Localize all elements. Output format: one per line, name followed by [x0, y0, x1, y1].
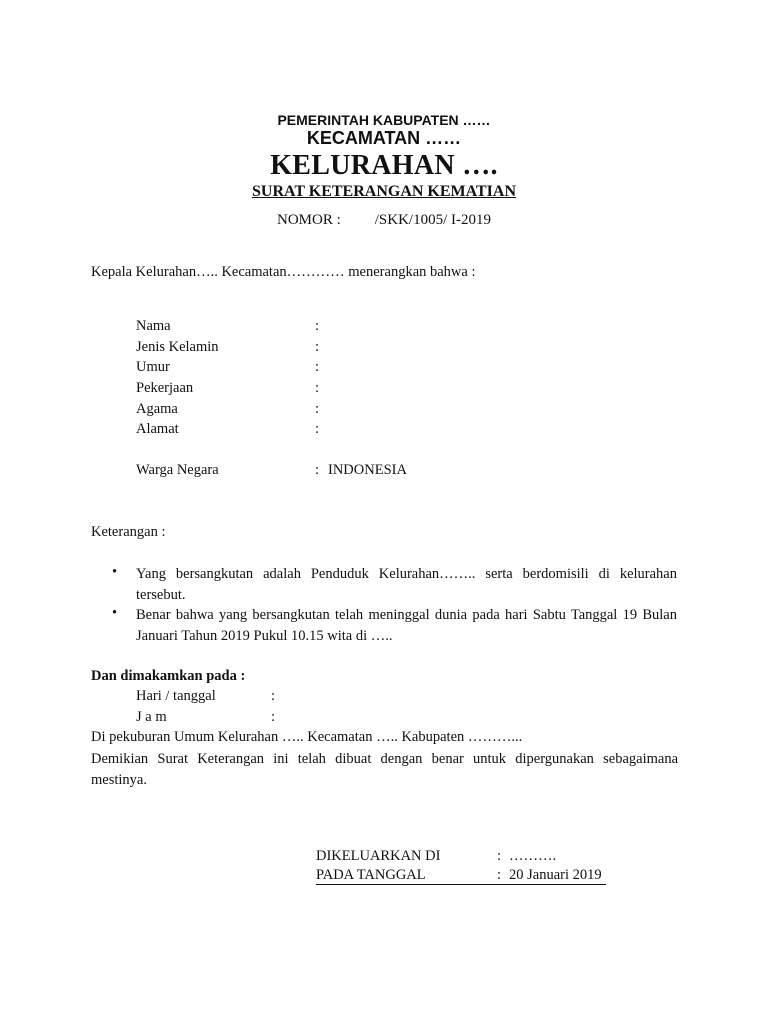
field-label-warga-negara: Warga Negara: [136, 462, 219, 478]
field-colon: :: [315, 421, 320, 437]
bullet-item-death-details: Benar bahwa yang bersangkutan telah meninggal dunia pada hari Sabtu Tanggal 19 Bulan Januari Tahun 2019 Pukul 10.15 wita di …..: [136, 607, 677, 644]
issued-date-colon: :: [497, 867, 502, 883]
issued-date-value: 20 Januari 2019: [509, 867, 602, 883]
document-title: SURAT KETERANGAN KEMATIAN: [251, 183, 517, 200]
field-label-umur: Umur: [136, 359, 170, 375]
field-label-agama: Agama: [136, 401, 178, 417]
document-number: [0, 212, 768, 229]
field-label-pekerjaan: Pekerjaan: [136, 380, 194, 396]
field-label-alamat: Alamat: [136, 421, 179, 437]
bullet-item-domicile: Yang bersangkutan adalah Penduduk Kelurahan…….. serta berdomisili di kelurahan tersebut.: [136, 566, 677, 603]
bullet-marker: •: [112, 605, 118, 621]
burial-heading: Dan dimakamkan pada :: [91, 668, 246, 684]
burial-colon: :: [271, 688, 276, 704]
issued-at-label: DIKELUARKAN DI: [316, 848, 441, 864]
header-line-kelurahan: KELURAHAN ….: [270, 150, 498, 181]
intro-statement: Kepala Kelurahan….. Kecamatan………… menerangkan bahwa :: [91, 264, 476, 280]
field-value-warga-negara: INDONESIA: [328, 462, 407, 478]
field-colon: :: [315, 359, 320, 375]
field-label-nama: Nama: [136, 318, 171, 334]
issued-at-colon: :: [497, 848, 502, 864]
field-label-jenis-kelamin: Jenis Kelamin: [136, 339, 219, 355]
document-number-label: NOMOR :: [276, 212, 341, 228]
burial-label-jam: J a m: [136, 709, 167, 725]
keterangan-label: Keterangan :: [91, 524, 166, 540]
document-number-value: /SKK/1005/ I-2019: [374, 212, 491, 228]
field-colon: :: [315, 380, 320, 396]
field-colon: :: [315, 339, 320, 355]
bullet-marker: •: [112, 564, 118, 580]
header-line-kecamatan: KECAMATAN ……: [306, 128, 462, 148]
issued-at-value: ……….: [509, 848, 557, 864]
issued-date-underline: [316, 884, 606, 885]
burial-label-hari-tanggal: Hari / tanggal: [136, 688, 216, 704]
burial-colon: :: [271, 709, 276, 725]
burial-location: Di pekuburan Umum Kelurahan ….. Kecamatan ….. Kabupaten ………...: [91, 729, 523, 745]
issued-date-label: PADA TANGGAL: [316, 867, 426, 883]
field-colon: :: [315, 401, 320, 417]
field-colon: :: [315, 462, 320, 478]
closing-statement: Demikian Surat Keterangan ini telah dibuat dengan benar untuk dipergunakan sebagaimana mestinya.: [91, 751, 678, 788]
header-line-kabupaten: PEMERINTAH KABUPATEN ……: [277, 112, 491, 128]
field-colon: :: [315, 318, 320, 334]
